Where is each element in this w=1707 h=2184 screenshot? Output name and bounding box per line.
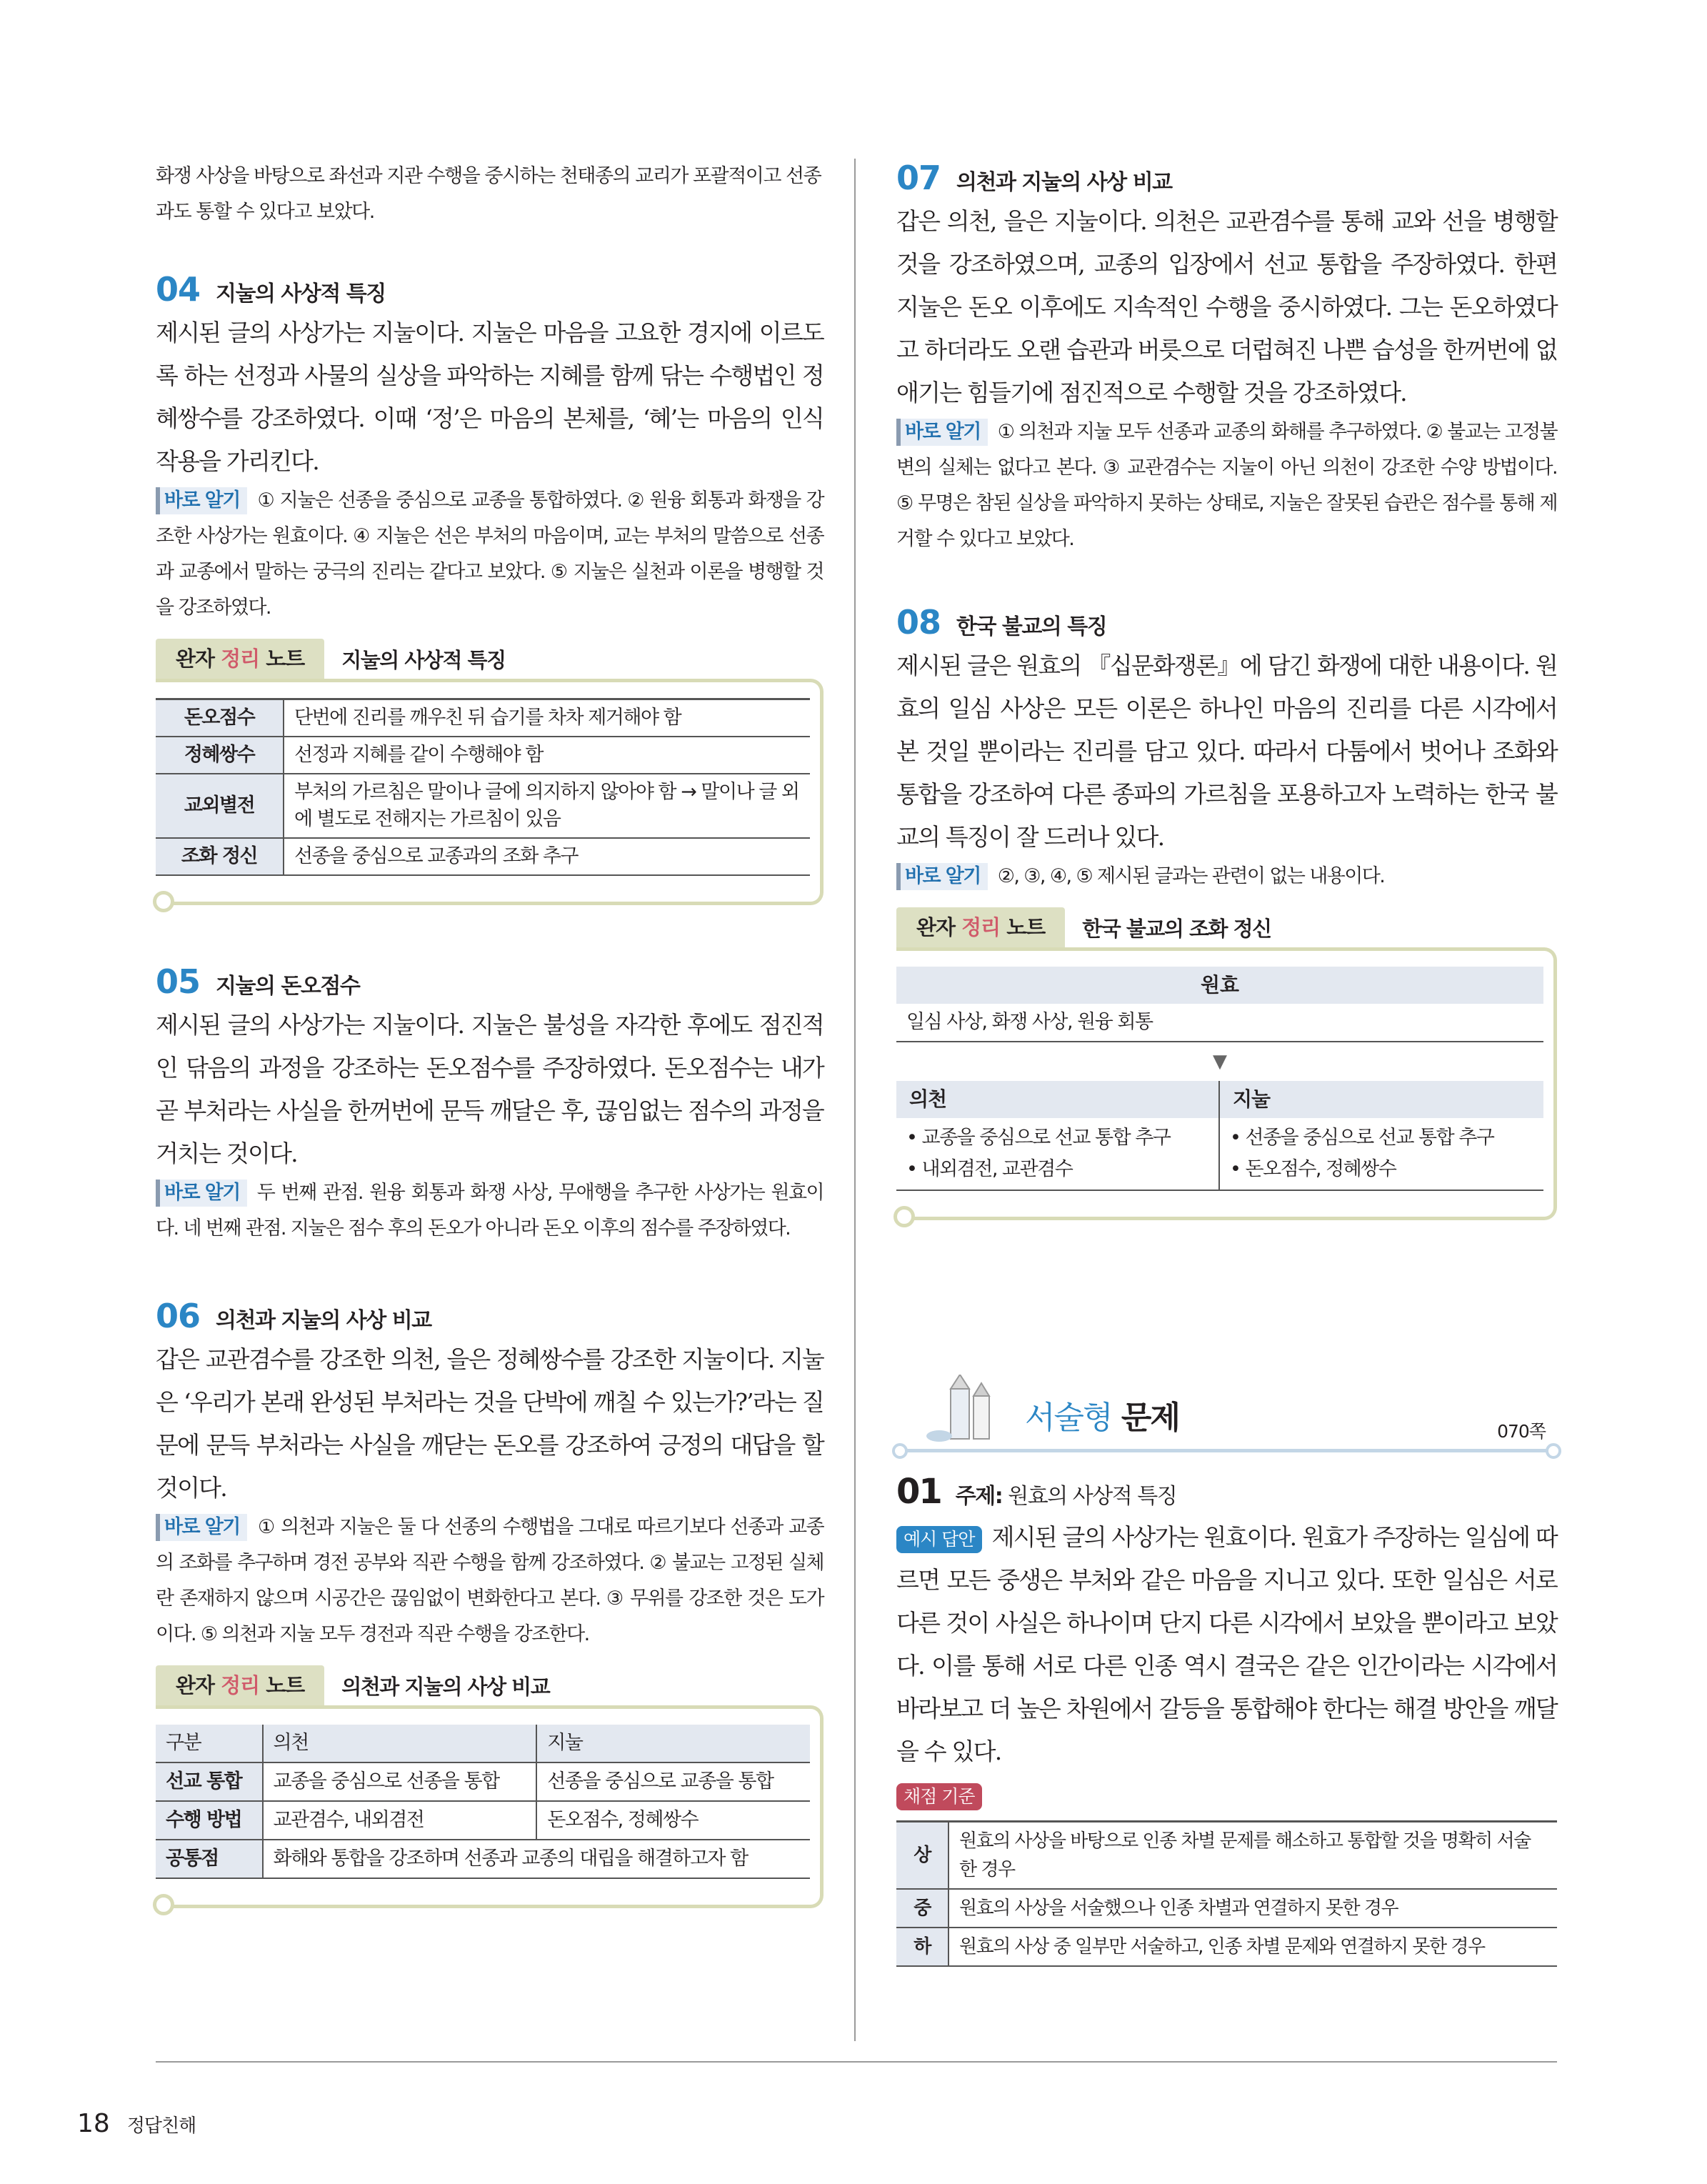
note-box — [896, 947, 1557, 1220]
jinul-heading: 지눌 — [1220, 1081, 1543, 1118]
section-05 — [156, 962, 824, 1247]
essay-header — [896, 1389, 1557, 1489]
note-box — [156, 1705, 824, 1908]
right-column — [896, 159, 1557, 1967]
note-box — [156, 679, 824, 905]
note-table — [156, 1725, 810, 1879]
table-row: 공통점 화해와 통합을 강조하며 선종과 교종의 대립을 해결하고자 함 — [156, 1840, 810, 1878]
section-title: 한국 불교의 특징 — [956, 614, 1107, 639]
table-row: 중 원효의 사상을 서술했으나 인종 차별과 연결하지 못한 경우 — [896, 1889, 1557, 1928]
tip-label: 바로 알기 — [156, 487, 247, 514]
table-row: 하 원효의 사상 중 일부만 서술하고, 인종 차별 문제와 연결하지 못한 경우 — [896, 1928, 1557, 1966]
essay-question — [896, 1472, 1557, 1967]
section-title: 의천과 지눌의 사상 비교 — [216, 1308, 431, 1333]
section-body: 갑은 의천, 을은 지눌이다. 의천은 교관겸수를 통해 교와 선을 병행할 것을 강조하였으며, 교종의 입장에서 선교 통합을 주장하였다. 한편 지눌은 돈오 이후에도 지속적인 수행을 중시하였다. 그는 돈오하였다고 하더라도 오랜 습관과 버릇으로 더럽혀진 나쁜 습성을 한꺼번에 없애기는 힘들기에 점진적으로 수행할 것을 강조하였다. — [896, 207, 1557, 407]
question-number: 01 — [896, 1472, 941, 1512]
section-08 — [896, 603, 1557, 1220]
table-row: 수행 방법 교관겸수, 내외겸전 돈오점수, 정혜쌍수 — [156, 1801, 810, 1840]
table-row: 교외별전 부처의 가르침은 말이나 글에 의지하지 않아야 함 → 말이나 글 외에 별도로 전해지는 가르침이 있음 — [156, 774, 810, 838]
note-tab: 완자 정리 노트 — [156, 1665, 324, 1705]
section-number: 05 — [156, 962, 201, 1001]
section-title: 지눌의 돈오점수 — [216, 974, 360, 999]
note-header — [896, 907, 1557, 947]
wonhyo-desc: 일심 사상, 화쟁 사상, 원융 회통 — [896, 1004, 1543, 1042]
tip — [156, 1510, 824, 1652]
column-divider — [854, 159, 856, 2041]
tip-label: 바로 알기 — [156, 1180, 247, 1207]
tip-label: 바로 알기 — [156, 1514, 247, 1541]
note-tab: 완자 정리 노트 — [896, 907, 1065, 947]
table-header-row: 구분 의천 지눌 — [156, 1725, 810, 1762]
tip-text: ① 지눌은 선종을 중심으로 교종을 통합하였다. ② 원융 회통과 화쟁을 강조한 사상가는 원효이다. ④ 지눌은 선은 부처의 마음이며, 교는 부처의 말씀으로 선종과 교종에서 말하는 궁극의 진리는 같다고 보았다. ⑤ 지눌은 실천과 이론을 병행할 것을 강조하였다. — [156, 489, 824, 619]
note-header — [156, 1665, 824, 1705]
section-body: 제시된 글의 사상가는 지눌이다. 지눌은 불성을 자각한 후에도 점진적인 닦음의 과정을 강조하는 돈오점수를 주장하였다. 돈오점수는 내가 곧 부처라는 사실을 한꺼번에 문득 깨달은 후, 끊임없는 점수의 과정을 거치는 것이다. — [156, 1011, 824, 1167]
page-number: 18 — [77, 2109, 110, 2138]
table-row: 조화 정신 선종을 중심으로 교종과의 조화 추구 — [156, 838, 810, 875]
table-row: 상 원효의 사상을 바탕으로 인종 차별 문제를 해소하고 통합할 것을 명확히 서술한 경우 — [896, 1822, 1557, 1890]
essay-title: 서술형 문제 — [1025, 1400, 1179, 1436]
uicheon-heading: 의천 — [896, 1081, 1220, 1118]
jinul-items: • 선종을 중심으로 선교 통합 추구 • 돈오점수, 정혜쌍수 — [1220, 1118, 1543, 1191]
tip — [896, 859, 1557, 894]
section-number: 04 — [156, 270, 201, 309]
uicheon-items: • 교종을 중심으로 선교 통합 추구 • 내외겸전, 교관겸수 — [896, 1118, 1220, 1191]
tip — [156, 483, 824, 626]
note-header — [156, 639, 824, 679]
section-body: 갑은 교관겸수를 강조한 의천, 을은 정혜쌍수를 강조한 지눌이다. 지눌은 ‘우리가 본래 완성된 부처라는 것을 단박에 깨칠 수 있는가?’라는 질문에 문득 부처라는 사실을 깨닫는 돈오를 강조하여 긍정의 대답을 할 것이다. — [156, 1345, 824, 1502]
section-number: 08 — [896, 603, 941, 642]
criteria-table — [896, 1820, 1557, 1967]
note-table — [156, 698, 810, 876]
note-tab: 완자 정리 노트 — [156, 639, 324, 679]
footer-rule — [156, 2061, 1557, 2063]
table-row: 정혜쌍수 선정과 지혜를 같이 수행해야 함 — [156, 737, 810, 774]
intro-text: 화쟁 사상을 바탕으로 좌선과 지관 수행을 중시하는 천태종의 교리가 포괄적이고 선종과도 통할 수 있다고 보았다. — [156, 165, 821, 223]
section-title: 의천과 지눌의 사상 비교 — [956, 170, 1172, 195]
answer-badge: 예시 답안 — [896, 1526, 982, 1553]
table-row: 선교 통합 교종을 중심으로 선종을 통합 선종을 중심으로 교종을 통합 — [156, 1762, 810, 1801]
criteria-badge: 채점 기준 — [896, 1783, 982, 1810]
page-footer — [77, 2109, 196, 2138]
essay-page-ref: 070쪽 — [1497, 1421, 1546, 1442]
table-row: 돈오점수 단번에 진리를 깨우친 뒤 습기를 차차 제거해야 함 — [156, 699, 810, 737]
model-answer: 예시 답안 제시된 글의 사상가는 원효이다. 원효가 주장하는 일심에 따르면 모든 중생은 부처와 같은 마음을 지니고 있다. 또한 일심은 서로 다른 것이 사실은 하나이며 단지 다른 시각에서 보았을 뿐이라고 보았다. 이를 통해 서로 다른 인종 역시 결국은 같은 인간이라는 시각에서 바라보고 더 높은 차원에서 갈등을 통합해야 한다는 해결 방안을 깨달을 수 있다. — [896, 1523, 1557, 1765]
tip-label: 바로 알기 — [896, 419, 988, 446]
essay-rule — [896, 1449, 1557, 1452]
tip-text: 두 번째 관점. 원융 회통과 화쟁 사상, 무애행을 추구한 사상가는 원효이다. 네 번째 관점. 지눌은 점수 후의 돈오가 아니라 돈오 이후의 점수를 주장하였다. — [156, 1182, 824, 1240]
question-topic: 주제: 원효의 사상적 특징 — [955, 1484, 1177, 1509]
note-title: 한국 불교의 조화 정신 — [1082, 916, 1271, 941]
tip-label: 바로 알기 — [896, 863, 988, 890]
section-number: 06 — [156, 1297, 201, 1335]
tip — [896, 414, 1557, 557]
arrow-down-icon: ▼ — [1213, 1051, 1227, 1072]
section-number: 07 — [896, 159, 941, 197]
comparison — [896, 1081, 1543, 1191]
section-04 — [156, 270, 824, 905]
note-title: 지눌의 사상적 특징 — [341, 647, 506, 672]
tip — [156, 1175, 824, 1247]
left-column — [156, 159, 824, 1908]
note-title: 의천과 지눌의 사상 비교 — [341, 1674, 550, 1699]
book-label: 정답친해 — [126, 2115, 196, 2137]
pencil-icon — [911, 1375, 1018, 1453]
tip-text: ① 의천과 지눌 모두 선종과 교종의 화해를 추구하였다. ② 불교는 고정불변의 실체는 없다고 본다. ③ 교관겸수는 지눌이 아닌 의천이 강조한 수양 방법이다. ⑤ 무명은 참된 실상을 파악하지 못하는 상태로, 지눌은 잘못된 습관은 점수를 통해 제거할 수 있다고 보았다. — [896, 421, 1557, 550]
section-07 — [896, 159, 1557, 557]
section-title: 지눌의 사상적 특징 — [216, 281, 386, 306]
wonhyo-heading: 원효 — [896, 967, 1543, 1004]
section-body: 제시된 글의 사상가는 지눌이다. 지눌은 마음을 고요한 경지에 이르도록 하는 선정과 사물의 실상을 파악하는 지혜를 함께 닦는 수행법인 정혜쌍수를 강조하였다. 이때 ‘정’은 마음의 본체를, ‘혜’는 마음의 인식 작용을 가리킨다. — [156, 319, 824, 475]
section-06 — [156, 1297, 824, 1908]
section-body: 제시된 글은 원효의 『십문화쟁론』에 담긴 화쟁에 대한 내용이다. 원효의 일심 사상은 모든 이론은 하나인 마음의 진리를 다른 시각에서 본 것일 뿐이라는 진리를 담고 있다. 따라서 다툼에서 벗어나 조화와 통합을 강조하여 다른 종파의 가르침을 포용하고자 노력하는 한국 불교의 특징이 잘 드러나 있다. — [896, 652, 1557, 851]
tip-text: ②, ③, ④, ⑤ 제시된 글과는 관련이 없는 내용이다. — [997, 865, 1385, 887]
tip-text: ① 의천과 지눌은 둘 다 선종의 수행법을 그대로 따르기보다 선종과 교종의 조화를 추구하며 경전 공부와 직관 수행을 함께 강조하였다. ② 불교는 고정된 실체란 존재하지 않으며 시공간은 끊임없이 변화한다고 본다. ③ 무위를 강조한 것은 도가이다. ⑤ 의천과 지눌 모두 경전과 직관 수행을 강조한다. — [156, 1516, 824, 1645]
